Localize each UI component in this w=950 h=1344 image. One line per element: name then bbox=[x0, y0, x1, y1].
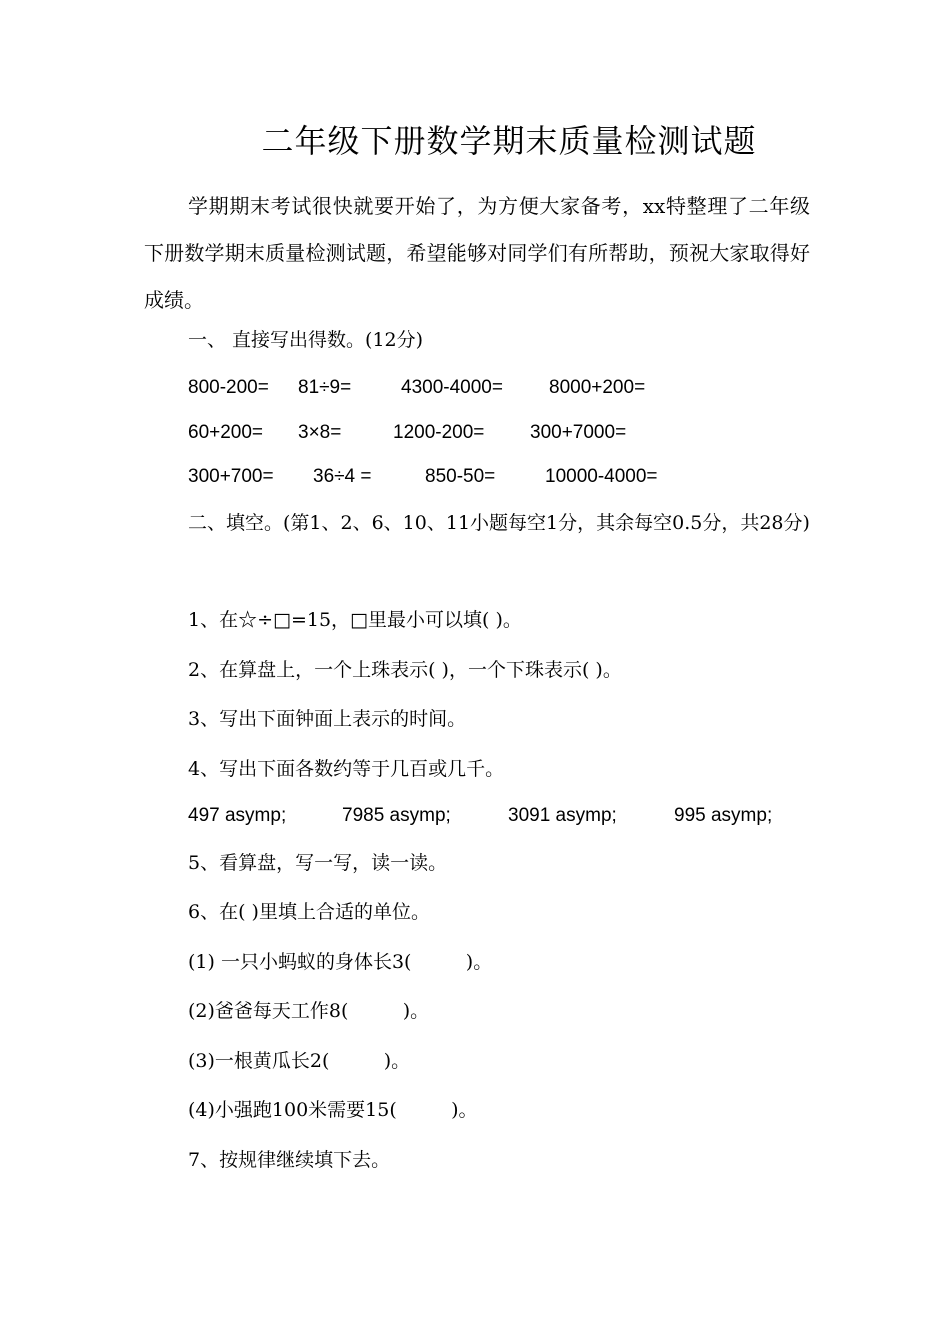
approx-item: 3091 asymp; bbox=[508, 805, 617, 826]
question-4: 4、写出下面各数约等于几百或几千。 bbox=[188, 758, 505, 780]
question-3: 3、写出下面钟面上表示的时间。 bbox=[188, 708, 467, 730]
approx-item: 7985 asymp; bbox=[342, 805, 451, 826]
question-2: 2、在算盘上，一个上珠表示( )，一个下珠表示( )。 bbox=[188, 659, 622, 681]
question-5: 5、看算盘，写一写，读一读。 bbox=[188, 852, 448, 874]
calc-item: 10000-4000= bbox=[545, 466, 658, 487]
calc-item: 1200-200= bbox=[393, 422, 485, 443]
unit-item: (1) 一只小蚂蚁的身体长3( )。 bbox=[188, 951, 493, 973]
calc-item: 36÷4 = bbox=[313, 466, 372, 487]
unit-item: (2)爸爸每天工作8( )。 bbox=[188, 1000, 430, 1022]
calc-item: 3×8= bbox=[298, 422, 342, 443]
question-7: 7、按规律继续填下去。 bbox=[188, 1149, 391, 1171]
calc-item: 4300-4000= bbox=[401, 377, 503, 398]
calc-item: 800-200= bbox=[188, 377, 269, 398]
unit-item: (3)一根黄瓜长2( )。 bbox=[188, 1050, 411, 1072]
calc-item: 81÷9= bbox=[298, 377, 352, 398]
question-6: 6、在( )里填上合适的单位。 bbox=[188, 901, 430, 923]
calc-item: 60+200= bbox=[188, 422, 264, 443]
calc-item: 8000+200= bbox=[549, 377, 646, 398]
intro-paragraph: 学期期末考试很快就要开始了，为方便大家备考，xx特整理了二年级下册数学期末质量检测试题，希望能够对同学们有所帮助，预祝大家取得好成绩。 bbox=[144, 194, 810, 312]
calc-item: 850-50= bbox=[425, 466, 496, 487]
document-title: 二年级下册数学期末质量检测试题 bbox=[261, 122, 757, 160]
approx-item: 995 asymp; bbox=[674, 805, 773, 826]
section1-heading: 一、 直接写出得数。(12分) bbox=[188, 329, 424, 351]
question-1: 1、在☆÷□=15，□里最小可以填( )。 bbox=[188, 609, 522, 631]
approx-item: 497 asymp; bbox=[188, 805, 287, 826]
unit-item: (4)小强跑100米需要15( )。 bbox=[188, 1099, 478, 1121]
section2-heading: 二、填空。(第1、2、6、10、11小题每空1分，其余每空0.5分，共28分) bbox=[188, 512, 810, 534]
calc-item: 300+7000= bbox=[530, 422, 627, 443]
calc-item: 300+700= bbox=[188, 466, 274, 487]
